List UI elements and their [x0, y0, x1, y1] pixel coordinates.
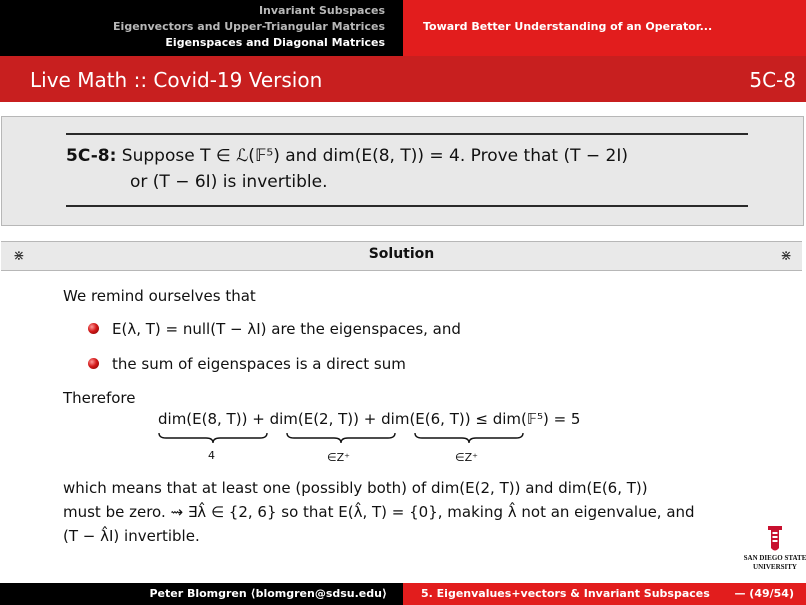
frame-number: 5C-8: [749, 68, 796, 92]
star-icon-right: ⋇: [780, 248, 792, 264]
header-bar: [0, 0, 806, 56]
solution-header: [1, 241, 802, 271]
eq-rhs: ≤ dim(𝔽⁵) = 5: [475, 410, 581, 428]
dimension-equation: [158, 410, 580, 428]
svg-text:SAN DIEGO STATE: SAN DIEGO STATE: [743, 554, 806, 562]
bullet-item-2: the sum of eigenspaces is a direct sum: [112, 355, 406, 373]
eq-term-1: dim(E(8, T)): [158, 410, 248, 428]
nav-section-eigenvectors[interactable]: Eigenvectors and Upper-Triangular Matrices: [113, 20, 385, 33]
footer-section[interactable]: 5. Eigenvalues+vectors & Invariant Subspaces: [421, 587, 710, 600]
problem-line-1: Suppose T ∈ ℒ(𝔽⁵) and dim(E(8, T)) = 4. Prove that (T − 2I): [121, 146, 629, 166]
problem-rule-bottom: [66, 205, 748, 207]
eq-term-2: dim(E(2, T)): [269, 410, 360, 428]
header-right: [403, 0, 806, 56]
conclusion-line-3: (T − λ̂I) invertible.: [63, 527, 200, 545]
underbrace-1: [158, 432, 268, 444]
frame-titlebar: [0, 56, 806, 102]
footer-left: [0, 583, 403, 605]
therefore-text: Therefore: [63, 389, 136, 407]
eq-term-3: dim(E(6, T)): [381, 410, 471, 428]
eq-plus-2: +: [363, 410, 377, 428]
footer-page-number: — (49/54): [734, 587, 794, 600]
problem-label: 5C-8:: [66, 146, 117, 166]
section-nav: [0, 0, 403, 56]
bullet-icon: [88, 358, 99, 369]
brace-label-1: 4: [208, 449, 215, 462]
svg-text:UNIVERSITY: UNIVERSITY: [753, 563, 797, 571]
underbrace-2: [286, 432, 396, 444]
conclusion-line-2: must be zero. ⇝ ∃λ̂ ∈ {2, 6} so that E(λ̂, T) = {0}, making λ̂ not an eigenvalue, and: [63, 503, 695, 521]
bullet-item-1: E(λ, T) = null(T − λI) are the eigenspaces, and: [112, 320, 461, 338]
footer-author[interactable]: Peter Blomgren ⟨blomgren@sdsu.edu⟩: [149, 587, 387, 600]
footer-bar: [0, 583, 806, 605]
brace-label-3: ∈Z⁺: [455, 451, 478, 464]
brace-label-2: ∈Z⁺: [327, 451, 350, 464]
problem-line-2: or (T − 6I) is invertible.: [130, 172, 328, 192]
bullet-icon: [88, 323, 99, 334]
nav-section-invariant-subspaces[interactable]: Invariant Subspaces: [258, 4, 385, 17]
conclusion-line-1: which means that at least one (possibly both) of dim(E(2, T)) and dim(E(6, T)): [63, 479, 648, 497]
nav-section-eigenspaces[interactable]: Eigenspaces and Diagonal Matrices: [165, 36, 385, 49]
underbrace-3: [414, 432, 524, 444]
frame-title: Live Math :: Covid-19 Version: [30, 68, 323, 92]
sdsu-logo: [743, 524, 806, 574]
chapter-title[interactable]: Toward Better Understanding of an Operator...: [423, 20, 713, 33]
star-icon-left: ⋇: [13, 248, 25, 264]
university-seal-icon: [743, 524, 806, 574]
eq-plus-1: +: [252, 410, 265, 428]
intro-text: We remind ourselves that: [63, 287, 256, 305]
problem-statement: [66, 143, 629, 192]
footer-right: [403, 583, 806, 605]
solution-label: Solution: [368, 246, 435, 262]
problem-rule-top: [66, 133, 748, 135]
